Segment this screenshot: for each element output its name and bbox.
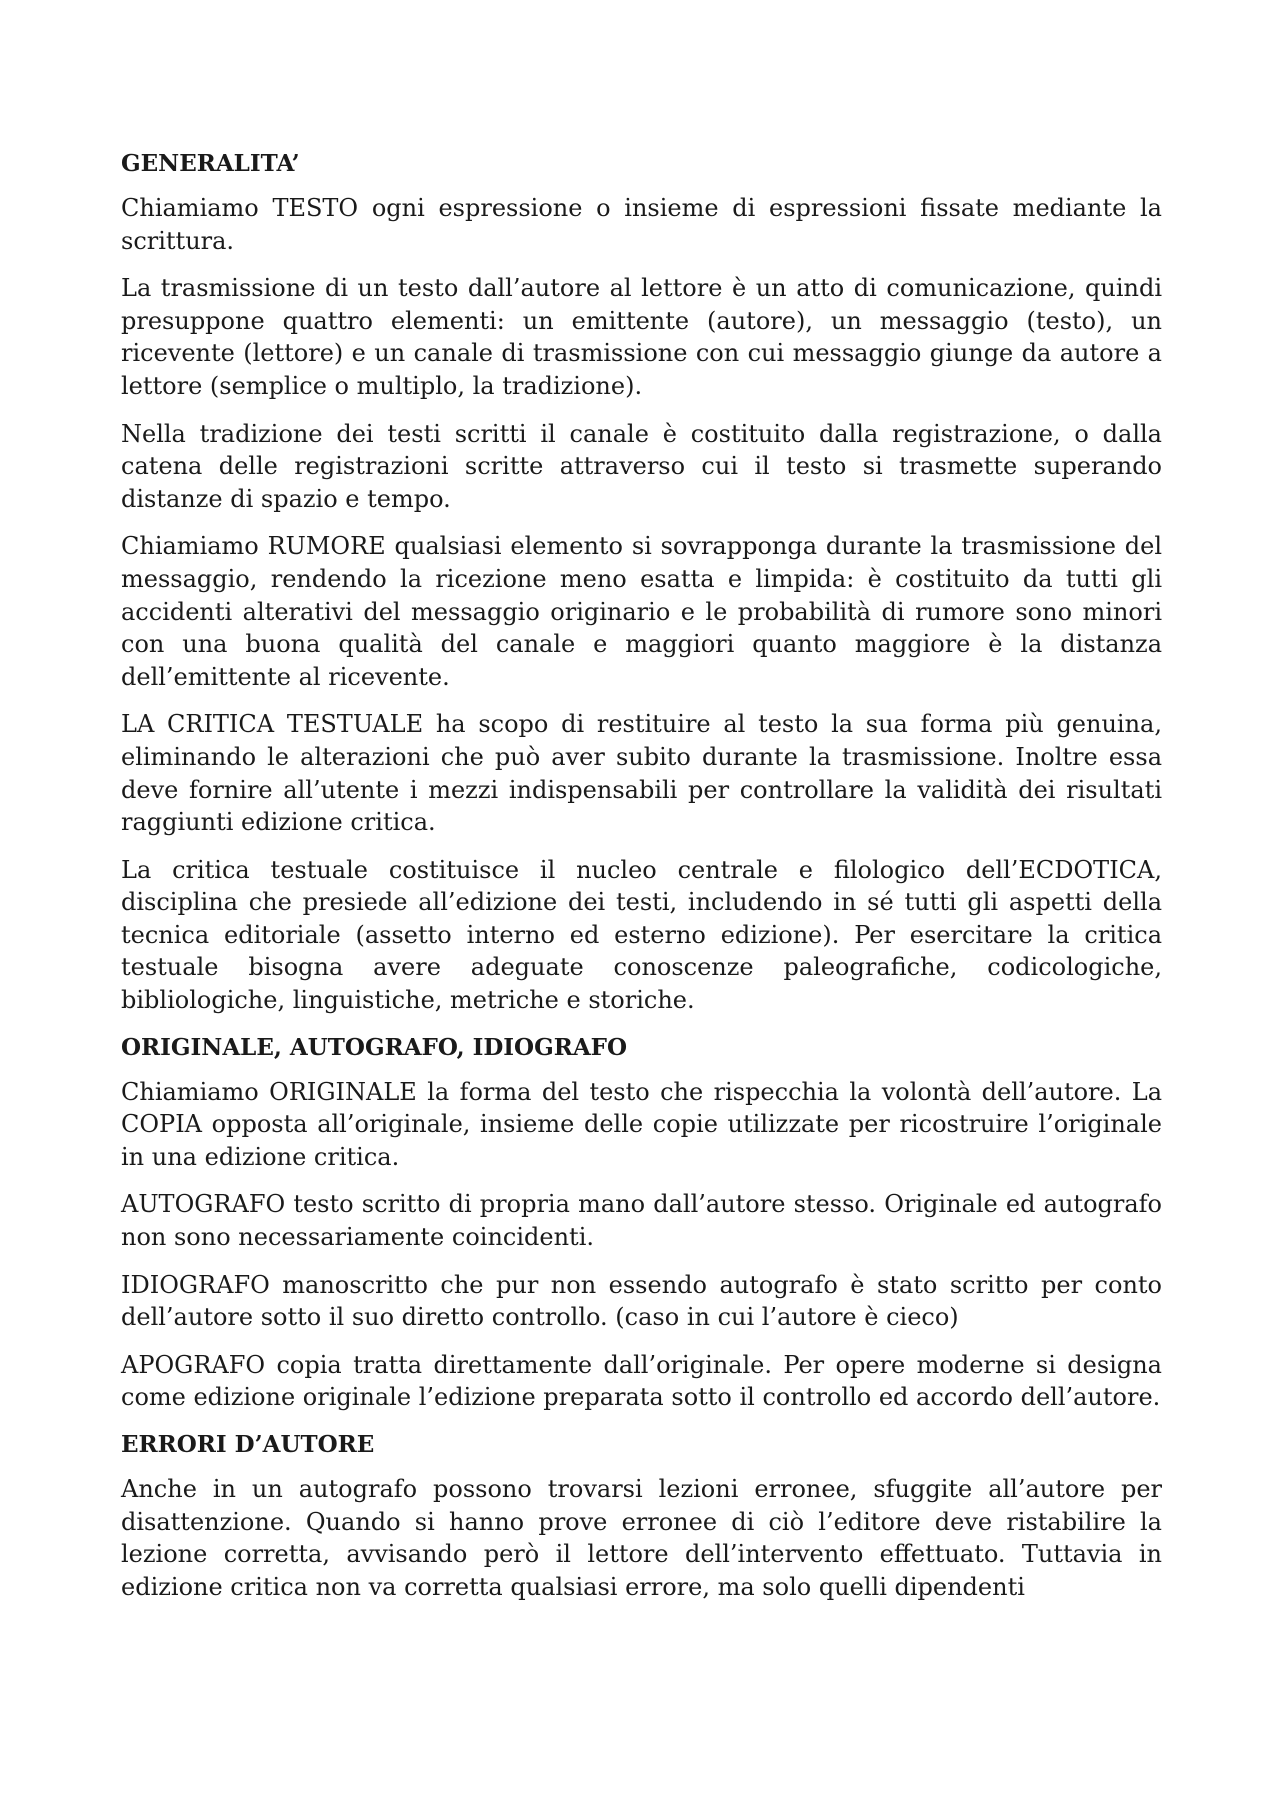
paragraph: IDIOGRAFO manoscritto che pur non essendo autografo è stato scritto per conto dell’autore sotto il suo diretto controllo. (caso in cui l’autore è cieco) (121, 1270, 1162, 1332)
paragraph: Chiamiamo ORIGINALE la forma del testo che rispecchia la volontà dell’autore. La COPIA opposta all’originale, insieme delle copie utilizzate per ricostruire l’originale in una edizione critica. (121, 1077, 1162, 1171)
paragraph: AUTOGRAFO testo scritto di propria mano dall’autore stesso. Originale ed autografo non sono necessariamente coincidenti. (121, 1190, 1162, 1252)
paragraph: La critica testuale costituisce il nucleo centrale e filologico dell’ECDOTICA, disciplina che presiede all’edizione dei testi, includendo in sé tutti gli aspetti della tecnica editoriale (assetto interno ed esterno edizione). Per esercitare la critica testuale bisogna avere adeguate conoscenze paleografiche, codicologiche, bibliologiche, linguistiche, metriche e storiche. (121, 855, 1162, 1015)
paragraph: APOGRAFO copia tratta direttamente dall’originale. Per opere moderne si designa come edizione originale l’edizione preparata sotto il controllo ed accordo dell’autore. (121, 1350, 1162, 1412)
paragraph: La trasmissione di un testo dall’autore al lettore è un atto di comunicazione, quindi presuppone quattro elementi: un emittente (autore), un messaggio (testo), un ricevente (lettore) e un canale di trasmissione con cui messaggio giunge da autore a lettore (semplice o multiplo, la tradizione). (121, 274, 1162, 400)
section-heading-generalita: GENERALITA’ (121, 150, 300, 177)
section-heading-originale: ORIGINALE, AUTOGRAFO, IDIOGRAFO (121, 1033, 628, 1061)
paragraph: Chiamiamo TESTO ogni espressione o insieme di espressioni fissate mediante la scrittura. (121, 194, 1162, 255)
section-heading-errori: ERRORI D’AUTORE (121, 1431, 375, 1458)
paragraph: Anche in un autografo possono trovarsi lezioni erronee, sfuggite all’autore per disattenzione. Quando si hanno prove erronee di ciò l’editore deve ristabilire la lezione corretta, avvisando però il lettore dell’intervento effettuato. Tuttavia in edizione critica non va corretta qualsiasi errore, ma solo quelli dipendenti (121, 1475, 1162, 1601)
paragraph: Chiamiamo RUMORE qualsiasi elemento si sovrapponga durante la trasmissione del messaggio, rendendo la ricezione meno esatta e limpida: è costituito da tutti gli accidenti alterativi del messaggio originario e le probabilità di rumore sono minori con una buona qualità del canale e maggiori quanto maggiore è la distanza dell’emittente al ricevente. (121, 532, 1162, 691)
paragraph: LA CRITICA TESTUALE ha scopo di restituire al testo la sua forma più genuina, eliminando le alterazioni che può aver subito durante la trasmissione. Inoltre essa deve fornire all’utente i mezzi indispensabili per controllare la validità dei risultati raggiunti edizione critica. (121, 710, 1162, 837)
paragraph: Nella tradizione dei testi scritti il canale è costituito dalla registrazione, o dalla catena delle registrazioni scritte attraverso cui il testo si trasmette superando distanze di spazio e tempo. (121, 419, 1162, 513)
